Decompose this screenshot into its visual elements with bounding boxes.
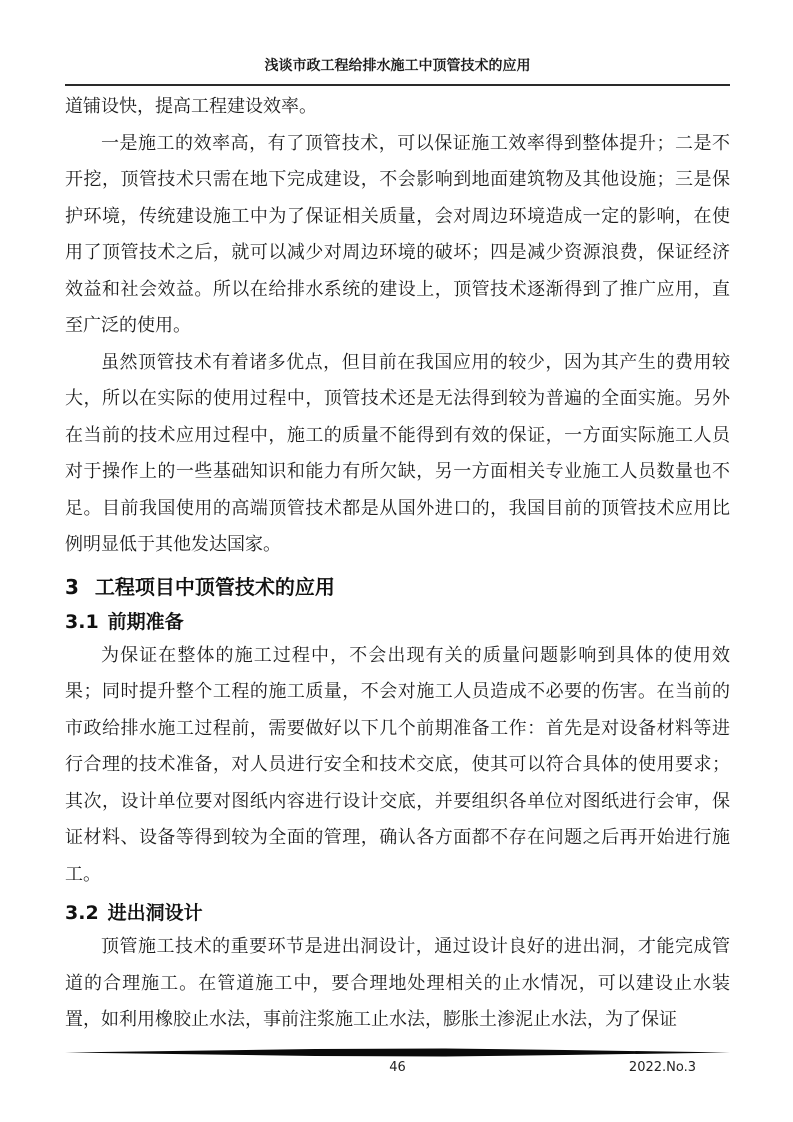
section-3-1-number: 3.1 xyxy=(65,610,99,633)
section-3-1-title: 前期准备 xyxy=(107,610,184,633)
section-3-heading xyxy=(65,572,730,602)
page-header xyxy=(65,56,730,86)
section-3-number: 3 xyxy=(65,574,79,599)
running-title: 浅谈市政工程给排水施工中顶管技术的应用 xyxy=(264,58,531,74)
section-3-title: 工程项目中顶管技术的应用 xyxy=(94,574,335,599)
footer-row xyxy=(65,1060,730,1080)
header-rule xyxy=(65,84,730,86)
issue-number: 2022.No.3 xyxy=(628,1060,696,1075)
section-3-2-number: 3.2 xyxy=(65,902,99,924)
page-number: 46 xyxy=(389,1060,406,1075)
page-body xyxy=(65,89,730,1039)
paragraph-preparation: 为保证在整体的施工过程中，不会出现有关的质量问题影响到具体的使用效果；同时提升整个工程的施工质量，不会对施工人员造成不必要的伤害。在当前的市政给排水施工过程前，需要做好以下几个前期准备工作：首先是对设备材料等进行合理的技术准备，对人员进行安全和技术交底，使其可以符合具体的使用要求；其次，设计单位要对图纸内容进行设计交底，并要组织各单位对图纸进行会审，保证材料、设备等得到较为全面的管理，确认各方面都不存在问题之后再开始进行施工。 xyxy=(65,644,730,885)
page-footer xyxy=(65,1048,730,1080)
paragraph-tunnel-design: 顶管施工技术的重要环节是进出洞设计，通过设计良好的进出洞，才能完成管道的合理施工。在管道施工中，要合理地处理相关的止水情况，可以建设止水装置，如利用橡胶止水法，事前注浆施工止水法，膨胀土渗泥止水法，为了保证 xyxy=(65,936,730,1030)
footer-decorative-rule xyxy=(65,1048,730,1057)
section-3-2-title: 进出洞设计 xyxy=(107,902,203,924)
paragraph-continuation: 道铺设快，提高工程建设效率。 xyxy=(65,96,317,117)
section-3-2-heading xyxy=(65,899,730,927)
section-3-1-heading xyxy=(65,608,730,636)
paragraph-advantages: 一是施工的效率高，有了顶管技术，可以保证施工效率得到整体提升；二是不开挖，顶管技术只需在地下完成建设，不会影响到地面建筑物及其他设施；三是保护环境，传统建设施工中为了保证相关质量，会对周边环境造成一定的影响，在使用了顶管技术之后，就可以减少对周边环境的破坏；四是减少资源浪费，保证经济效益和社会效益。所以在给排水系统的建设上，顶管技术逐渐得到了推广应用，直至广泛的使用。 xyxy=(65,132,730,336)
paragraph-limitations: 虽然顶管技术有着诸多优点，但目前在我国应用的较少，因为其产生的费用较大，所以在实际的使用过程中，顶管技术还是无法得到较为普遍的全面实施。另外在当前的技术应用过程中，施工的质量不能得到有效的保证，一方面实际施工人员对于操作上的一些基础知识和能力有所欠缺，另一方面相关专业施工人员数量也不足。目前我国使用的高端顶管技术都是从国外进口的，我国目前的顶管技术应用比例明显低于其他发达国家。 xyxy=(65,351,730,555)
